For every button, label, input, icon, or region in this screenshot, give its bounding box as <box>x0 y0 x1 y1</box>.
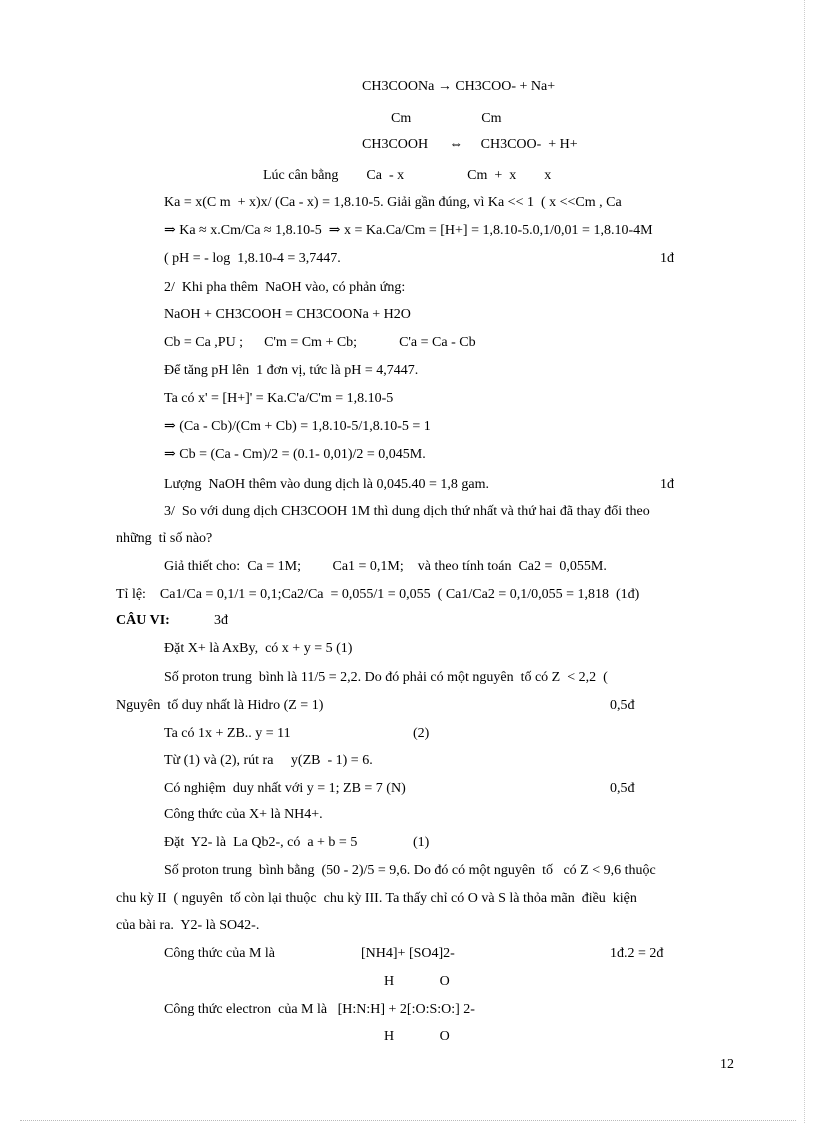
part-2-heading: 2/ Khi pha thêm NaOH vào, có phản ứng: <box>164 280 406 295</box>
footer-divider <box>20 1120 796 1121</box>
concentration-relations: Cb = Ca ,PU ; C'm = Cm + Cb; C'a = Ca - Cb <box>164 335 476 350</box>
lewis-bottom-atoms: H O <box>384 1029 450 1044</box>
proton-average-2: Số proton trung bình bằng (50 - 2)/5 = 9,6. Do đó có một nguyên tố có Z < 9,6 thuộc <box>164 863 656 878</box>
y-conclusion: của bài ra. Y2- là SO42-. <box>116 918 260 933</box>
m-formula-score: 1đ.2 = 2đ <box>610 946 664 961</box>
ka-expression: Ka = x(C m + x)x/ (Ca - x) = 1,8.10-5. Giải gần đúng, vì Ka << 1 ( x <<Cm , Ca <box>164 195 622 210</box>
lewis-top-atoms: H O <box>384 974 450 989</box>
score-4: 0,5đ <box>610 781 635 796</box>
x-prime: Ta có x' = [H+]' = Ka.C'a/C'm = 1,8.10-5 <box>164 391 394 406</box>
electron-formula: Công thức electron của M là [H:N:H] + 2[:O:S:O:] 2- <box>164 1002 475 1017</box>
score-1: 1đ <box>660 251 674 266</box>
score-3: 0,5đ <box>610 698 635 713</box>
ratios: Tỉ lệ: Ca1/Ca = 0,1/1 = 0,1;Ca2/Ca = 0,055/1 = 0,055 ( Ca1/Ca2 = 0,1/0,055 = 1,818 (1đ) <box>116 587 640 602</box>
part-3-question-cont: những tỉ số nào? <box>116 531 213 546</box>
x-formula: Công thức của X+ là NH4+. <box>164 807 323 822</box>
ratio-equation: ⇒ (Ca - Cb)/(Cm + Cb) = 1,8.10-5/1,8.10-5 = 1 <box>164 419 431 434</box>
y-formula-setup: Đặt Y2- là La Qb2-, có a + b = 5 <box>164 835 358 850</box>
equation-2-label: (2) <box>413 726 430 741</box>
eq-cm-labels: Cm Cm <box>391 111 502 126</box>
ka-approximation: ⇒ Ka ≈ x.Cm/Ca ≈ 1,8.10-5 ⇒ x = Ka.Ca/Cm = [H+] = 1,8.10-5.0,1/0,01 = 1,8.10-4M <box>164 223 653 238</box>
equilibrium-row: Lúc cân bằng Ca - x Cm + x x <box>263 168 552 183</box>
period-note: chu kỳ II ( nguyên tố còn lại thuộc chu kỳ III. Ta thấy chỉ có O và S là thỏa mãn điều kiện <box>116 891 637 906</box>
cb-result: ⇒ Cb = (Ca - Cm)/2 = (0.1- 0,01)/2 = 0,045M. <box>164 447 426 462</box>
eq-dissociation-salt: CH3COONa → CH3COO- + Na+ <box>362 79 556 94</box>
margin-divider <box>804 0 805 1123</box>
eq-acid-equilibrium: CH3COOH ⇔ CH3COO- + H+ <box>362 137 578 152</box>
naoh-mass: Lượng NaOH thêm vào dung dịch là 0,045.40 = 1,8 gam. <box>164 477 490 492</box>
part-3-question: 3/ So với dung dịch CH3COOH 1M thì dung dịch thứ nhất và thứ hai đã thay đổi theo <box>164 504 650 519</box>
score-2: 1đ <box>660 477 674 492</box>
hydrogen-note: Nguyên tố duy nhất là Hidro (Z = 1) <box>116 698 324 713</box>
section-heading-cau-vi: CÂU VI: <box>116 613 170 628</box>
equation-2: Ta có 1x + ZB.. y = 11 <box>164 726 291 741</box>
proton-average-1: Số proton trung bình là 11/5 = 2,2. Do đó phải có một nguyên tố có Z < 2,2 ( <box>164 670 608 685</box>
reaction-naoh: NaOH + CH3COOH = CH3COONa + H2O <box>164 307 411 322</box>
ph-result: ( pH = - log 1,8.10-4 = 3,7447. <box>164 251 341 266</box>
x-formula-setup: Đặt X+ là AxBy, có x + y = 5 (1) <box>164 641 353 656</box>
y-formula-eq-label: (1) <box>413 835 430 850</box>
derivation: Từ (1) và (2), rút ra y(ZB - 1) = 6. <box>164 753 373 768</box>
m-formula-label: Công thức của M là <box>164 946 276 961</box>
ph-increase: Để tăng pH lên 1 đơn vị, tức là pH = 4,7447. <box>164 363 419 378</box>
page-number: 12 <box>720 1057 734 1072</box>
assumptions: Giả thiết cho: Ca = 1M; Ca1 = 0,1M; và theo tính toán Ca2 = 0,055M. <box>164 559 607 574</box>
section-points: 3đ <box>214 613 228 628</box>
m-formula: [NH4]+ [SO4]2- <box>361 946 455 961</box>
unique-solution: Có nghiệm duy nhất với y = 1; ZB = 7 (N) <box>164 781 406 796</box>
